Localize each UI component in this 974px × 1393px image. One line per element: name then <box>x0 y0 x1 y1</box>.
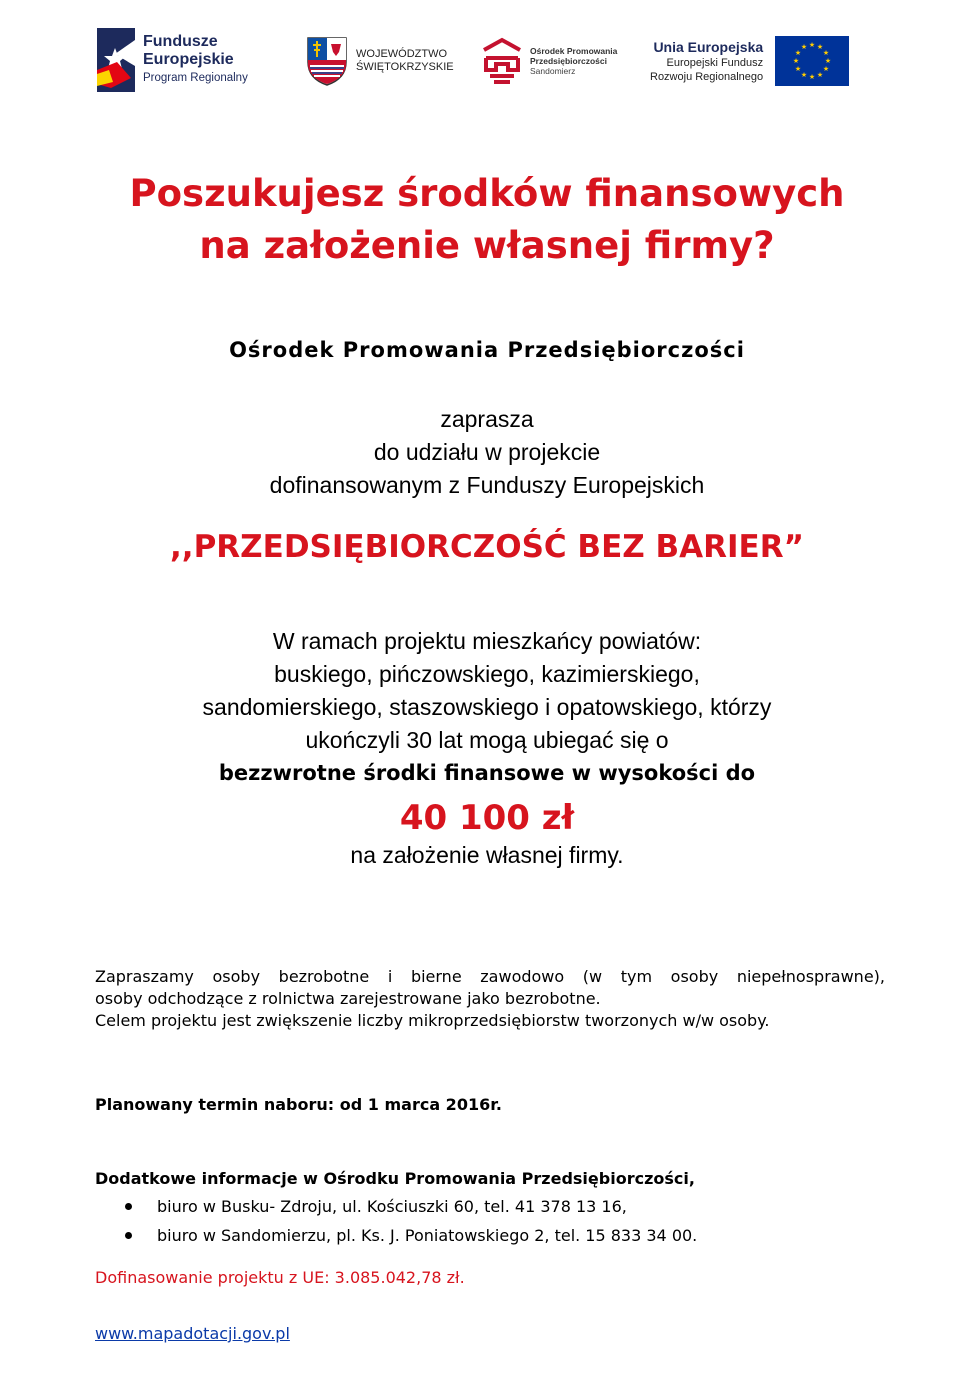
opp-logo <box>480 36 617 86</box>
funding-amount: Dofinasowanie projektu z UE: 3.085.042,78 zł. <box>95 1268 465 1287</box>
svg-text:★: ★ <box>809 41 816 49</box>
body-line-6: na założenie własnej firmy. <box>350 842 624 868</box>
target-group-block <box>95 966 885 1032</box>
svg-text:★: ★ <box>825 57 832 65</box>
svg-text:★: ★ <box>817 71 824 79</box>
eu-title: Unia Europejska <box>653 39 764 55</box>
list-item <box>95 1192 885 1221</box>
office-busko: biuro w Busku- Zdroju, ul. Kościuszki 60, tel. 41 378 13 16, <box>157 1197 627 1216</box>
recruitment-deadline: Planowany termin naboru: od 1 marca 2016r. <box>95 1095 502 1114</box>
opp-line-1: Ośrodek Promowania <box>530 46 618 56</box>
headline <box>0 168 974 272</box>
region-line-1: WOJEWÓDZTWO <box>356 48 448 60</box>
svg-text:★: ★ <box>793 57 800 65</box>
list-item <box>95 1221 885 1250</box>
contact-block <box>95 1168 885 1250</box>
opp-line-3: Sandomierz <box>530 66 576 76</box>
svg-text:★: ★ <box>801 43 808 51</box>
opp-line-2: Przedsiębiorczości <box>530 56 608 66</box>
headline-line-1: Poszukujesz środków finansowych <box>129 172 845 215</box>
body-line-3: sandomierskiego, staszowskiego i opatowskiego, którzy <box>202 694 772 720</box>
svg-text:★: ★ <box>823 49 830 57</box>
eu-sub-1: Europejski Fundusz <box>666 57 764 69</box>
fe-title-1: Fundusze <box>143 33 218 50</box>
svg-text:★: ★ <box>795 65 802 73</box>
organizer-name: Ośrodek Promowania Przedsiębiorczości <box>229 338 745 362</box>
fundusze-europejskie-icon <box>95 26 137 94</box>
opp-logo-icon <box>480 36 524 86</box>
invite-block <box>0 403 974 502</box>
target-line-1: Zapraszamy osoby bezrobotne i bierne zawodowo (w tym osoby niepełnosprawne), <box>95 967 885 986</box>
svg-text:★: ★ <box>809 73 816 81</box>
website-link[interactable]: www.mapadotacji.gov.pl <box>95 1324 290 1343</box>
bullet-icon <box>125 1203 132 1210</box>
fundusze-europejskie-logo <box>95 26 248 94</box>
fe-subtitle: Program Regionalny <box>143 72 248 84</box>
body-line-1: W ramach projektu mieszkańcy powiatów: <box>272 628 702 654</box>
body-line-2: buskiego, pińczowskiego, kazimierskiego, <box>274 661 700 687</box>
invite-line-3: dofinansowanym z Funduszy Europejskich <box>269 472 705 498</box>
region-line-2: ŚWIĘTOKRZYSKIE <box>356 61 454 73</box>
body-line-4: ukończyli 30 lat mogą ubiegać się o <box>305 727 669 753</box>
contact-heading: Dodatkowe informacje w Ośrodku Promowania Przedsiębiorczości, <box>95 1169 695 1188</box>
body-line-5: bezzwrotne środki finansowe w wysokości do <box>218 761 756 785</box>
bullet-icon <box>125 1232 132 1239</box>
eu-flag-icon <box>775 36 849 86</box>
headline-line-2: na założenie własnej firmy? <box>199 224 775 267</box>
target-line-2: osoby odchodzące z rolnictwa zarejestrowane jako bezrobotne. <box>95 989 601 1008</box>
swietokrzyskie-logo <box>306 36 454 86</box>
target-line-3: Celem projektu jest zwiększenie liczby mikroprzedsiębiorstw tworzonych w/w osoby. <box>95 1011 770 1030</box>
body-block <box>0 625 974 790</box>
svg-text:★: ★ <box>823 65 830 73</box>
logo-bar <box>0 22 974 102</box>
svg-text:★: ★ <box>795 49 802 57</box>
swietokrzyskie-crest-icon <box>306 36 348 86</box>
fe-title-2: Europejskie <box>143 51 234 68</box>
office-list <box>95 1192 885 1250</box>
invite-line-1: zaprasza <box>440 406 534 432</box>
eu-logo <box>650 36 849 86</box>
svg-text:★: ★ <box>801 71 808 79</box>
eu-sub-2: Rozwoju Regionalnego <box>650 71 764 83</box>
project-name: ,,PRZEDSIĘBIORCZOŚĆ BEZ BARIER” <box>170 529 804 565</box>
office-sandomierz: biuro w Sandomierzu, pl. Ks. J. Poniatowskiego 2, tel. 15 833 34 00. <box>157 1226 698 1245</box>
svg-text:★: ★ <box>817 43 824 51</box>
grant-amount: 40 100 zł <box>399 798 575 838</box>
invite-line-2: do udziału w projekcie <box>373 439 601 465</box>
